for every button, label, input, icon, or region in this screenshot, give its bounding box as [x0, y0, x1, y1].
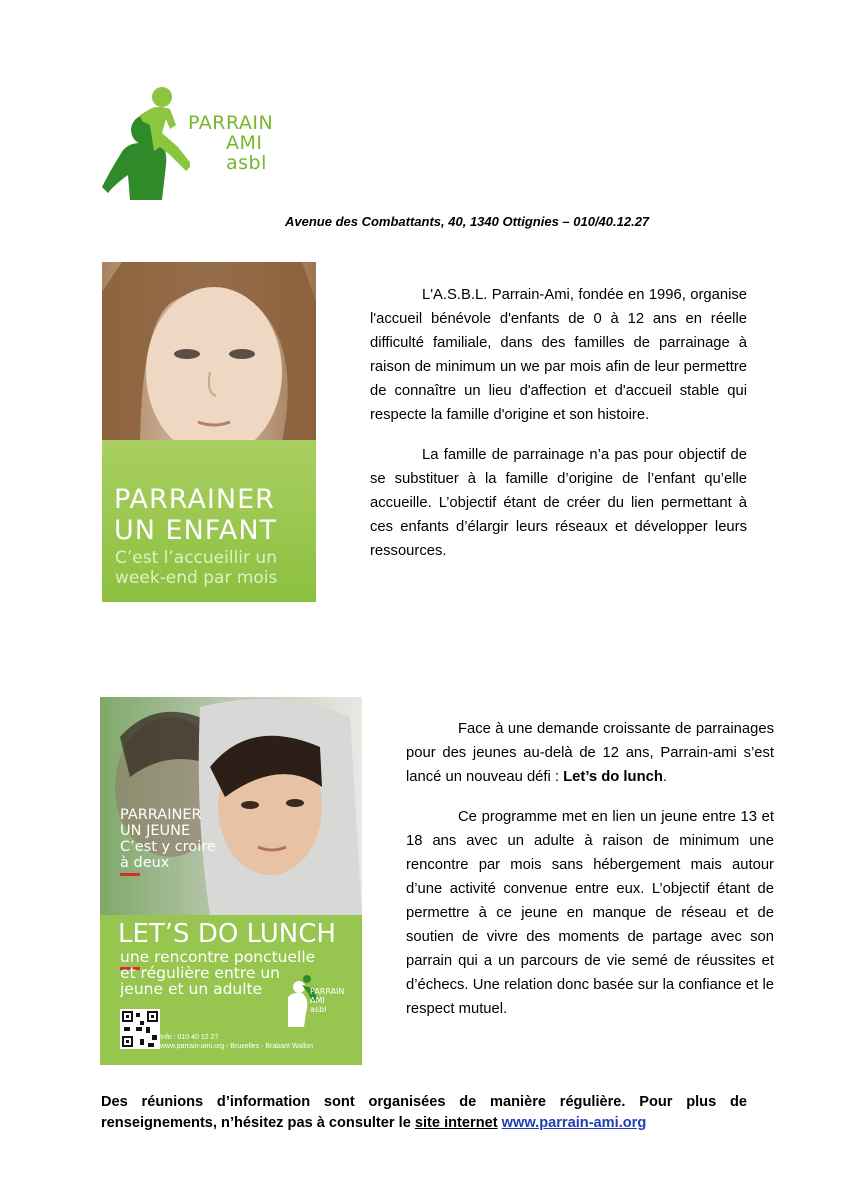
poster-2-top-line2: UN JEUNE: [120, 823, 191, 839]
poster-2-top-line3: C’est y croire: [120, 839, 216, 855]
poster-2-title: LET’S DO LUNCH: [118, 919, 336, 949]
footer-text: Des réunions d’information sont organisées de manière régulière. Pour plus de renseignements, n’hésitez pas à consulter le: [101, 1094, 747, 1131]
poster-lets-do-lunch: [100, 697, 362, 1065]
poster-2-subtitle-line3: jeune et un adulte: [120, 980, 263, 998]
logo-line-ami: AMI: [226, 132, 263, 154]
section-2-paragraph-1-text: Face à une demande croissante de parrainages pour des jeunes au-delà de 12 ans, Parrain-ami s’est lancé un nouveau défi :: [406, 721, 774, 785]
poster-1-subtitle-line1: C’est l’accueillir un: [115, 548, 277, 568]
poster-2-subtitle-line1: une rencontre ponctuelle: [120, 948, 316, 966]
site-label: site internet: [414, 1115, 498, 1131]
section-1-paragraph-1: L'A.S.B.L. Parrain-Ami, fondée en 1996, organise l'accueil bénévole d'enfants de 0 à 12 ans en réelle difficulté familiale, dans des familles de parrainage à raison de minimum un we par mois afin de leur permettre de connaître un lieu d'affection et d'accueil stable qui respecte la famille d'origine et son histoire.: [370, 287, 747, 423]
poster-2-subtitle: [120, 949, 315, 997]
poster-parrainer-un-enfant: [102, 262, 316, 602]
poster-1-subtitle: [115, 548, 277, 588]
section-2-text: [406, 717, 774, 1021]
section-1-text: [370, 283, 747, 563]
logo-text: [188, 113, 273, 173]
parrain-ami-logo: [100, 85, 300, 205]
poster-2-top-text: [120, 807, 216, 871]
section-1-paragraph-2: La famille de parrainage n’a pas pour objectif de se substituer à la famille d’origine de l’enfant qu’elle accueille. L’objectif étant de créer du lien permettant à ces enfants d’élargir leurs réseaux et développer leurs ressources.: [370, 447, 747, 559]
logo-line-parrain: PARRAIN: [188, 112, 274, 134]
website-link[interactable]: www.parrain-ami.org: [501, 1115, 647, 1131]
lets-do-lunch-emphasis: Let’s do lunch: [563, 769, 663, 785]
poster-1-subtitle-line2: week-end par mois: [115, 568, 278, 588]
poster-2-subtitle-line2: et régulière entre un: [120, 964, 280, 982]
section-2-paragraph-1-end: .: [662, 769, 668, 785]
poster-2-contact: [160, 1033, 313, 1051]
poster-2-web: www.parrain-ami.org - Bruxelles - Brabant Wallon: [160, 1043, 314, 1050]
poster-2-logo-line2: AMI: [310, 996, 325, 1005]
poster-1-title: [114, 484, 277, 546]
poster-2-top-line4: à deux: [120, 855, 170, 871]
address: Avenue des Combattants, 40, 1340 Ottignies – 010/40.12.27: [285, 214, 650, 229]
logo-line-asbl: asbl: [226, 152, 267, 174]
poster-2-top-line1: PARRAINER: [120, 807, 202, 823]
poster-2-logo-line1: PARRAIN: [310, 987, 345, 996]
poster-2-logo-line3: asbl: [310, 1005, 327, 1014]
poster-1-title-line2: UN ENFANT: [114, 515, 278, 546]
poster-2-info: Info : 010 40 12 27: [160, 1034, 219, 1041]
parent-child-icon: [100, 85, 190, 205]
section-2-paragraph-1: [406, 717, 774, 789]
footer-note: [101, 1092, 747, 1134]
poster-2-logo-text: [310, 987, 344, 1014]
poster-1-title-line1: PARRAINER: [114, 484, 275, 515]
section-2-paragraph-2: Ce programme met en lien un jeune entre 13 et 18 ans avec un adulte à raison de minimum une rencontre par mois sans hébergement mais autour d’une activité convenue entre eux. L’objectif étant de permettre à ce jeune en manque de réseau et de soutien de vivre des moments de partage avec son parrain qui a un parcours de vie semé de réussites et d’échecs. Une relation donc basée sur la confiance et le respect mutuel.: [406, 809, 774, 1017]
